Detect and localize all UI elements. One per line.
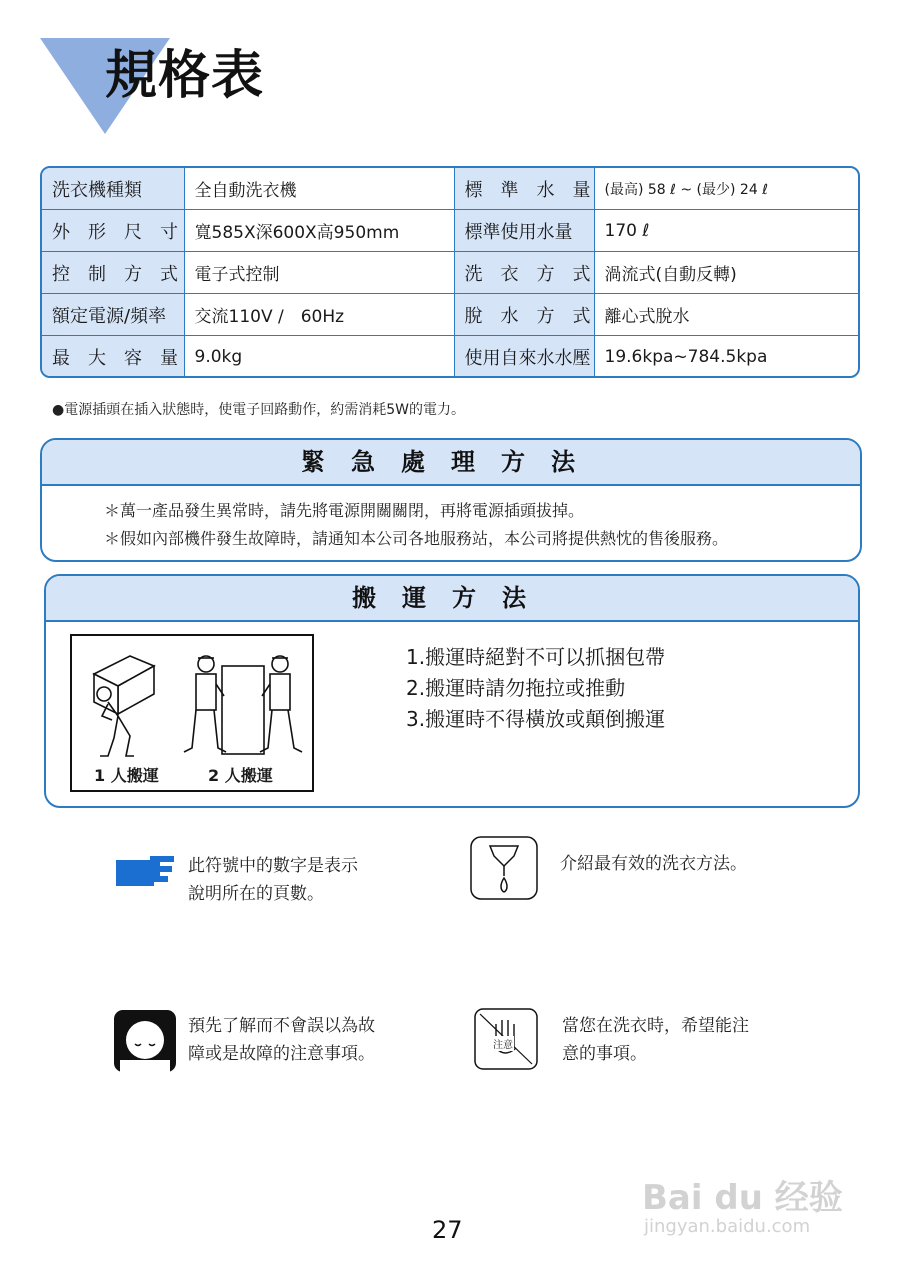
spec-label: 外 形 尺 寸 [42, 210, 184, 252]
spec-label: 洗衣機種類 [42, 168, 184, 210]
page-title: 規格表 [105, 46, 265, 106]
emergency-line: ＊假如內部機件發生故障時，請通知本公司各地服務站，本公司將提供熱忱的售後服務。 [104, 529, 729, 548]
face-notice-icon [114, 1010, 176, 1072]
moving-panel [44, 574, 860, 808]
spec-value: 電子式控制 [184, 252, 454, 294]
watermark-url: jingyan.baidu.com [644, 1216, 811, 1237]
list-item: 1.搬運時絕對不可以抓捆包帶 [406, 645, 666, 669]
spec-row [42, 252, 858, 294]
spec-label: 使用自來水水壓 [454, 336, 594, 378]
list-item: 3.搬運時不得橫放或顛倒搬運 [406, 707, 666, 731]
laundry-description: 介紹最有效的洗衣方法。 [560, 854, 747, 874]
emergency-line: ＊萬一產品發生異常時，請先將電源開關關閉，再將電源插頭拔掉。 [104, 501, 585, 520]
face-description: 預先了解而不會誤以為故 障或是故障的注意事項。 [188, 1016, 375, 1064]
spec-row [42, 294, 858, 336]
spec-row [42, 210, 858, 252]
list-item: 2.搬運時請勿拖拉或推動 [406, 676, 626, 700]
spec-value: 離心式脫水 [594, 294, 858, 336]
spec-label: 額定電源/頻率 [42, 294, 184, 336]
spec-table [40, 166, 860, 378]
spec-value: 全自動洗衣機 [184, 168, 454, 210]
spec-value: 寬585X深600X高950mm [184, 210, 454, 252]
spec-row [42, 336, 858, 378]
caution-icon [474, 1008, 538, 1070]
spec-label: 脫 水 方 式 [454, 294, 594, 336]
spec-value: 渦流式(自動反轉) [594, 252, 858, 294]
spec-label: 標 準 水 量 [454, 168, 594, 210]
pointing-hand-icon [116, 856, 176, 886]
spec-value: 交流110V / 60Hz [184, 294, 454, 336]
spec-value: 9.0kg [184, 336, 454, 378]
spec-label: 最 大 容 量 [42, 336, 184, 378]
moving-instructions [406, 642, 665, 735]
moving-illustration [70, 634, 314, 792]
pointer-description: 此符號中的數字是表示 說明所在的頁數。 [188, 856, 358, 904]
spec-label: 洗 衣 方 式 [454, 252, 594, 294]
emergency-panel [40, 438, 862, 562]
spec-value: 170 ℓ [594, 210, 858, 252]
spec-label: 標準使用水量 [454, 210, 594, 252]
emergency-heading: 緊急處理方法 [42, 440, 860, 486]
caution-description: 當您在洗衣時，希望能注 意的事項。 [562, 1016, 749, 1064]
page-number: 27 [432, 1216, 463, 1244]
power-note: ●電源插頭在插入狀態時，使電子回路動作，約需消耗5W的電力。 [52, 402, 465, 418]
moving-heading: 搬運方法 [46, 576, 858, 622]
caution-badge: 注意 [492, 1036, 514, 1051]
spec-value: 19.6kpa~784.5kpa [594, 336, 858, 378]
caption-two-person: 2 人搬運 [208, 766, 273, 785]
caption-one-person: 1 人搬運 [94, 766, 159, 785]
spec-value: (最高) 58 ℓ ~ (最少) 24 ℓ [594, 168, 858, 210]
spec-row [42, 168, 858, 210]
spec-label: 控 制 方 式 [42, 252, 184, 294]
watermark-brand: Bai du 经验 [642, 1178, 843, 1218]
carrying-figures-icon [72, 644, 312, 764]
laundry-tip-icon [470, 836, 538, 900]
